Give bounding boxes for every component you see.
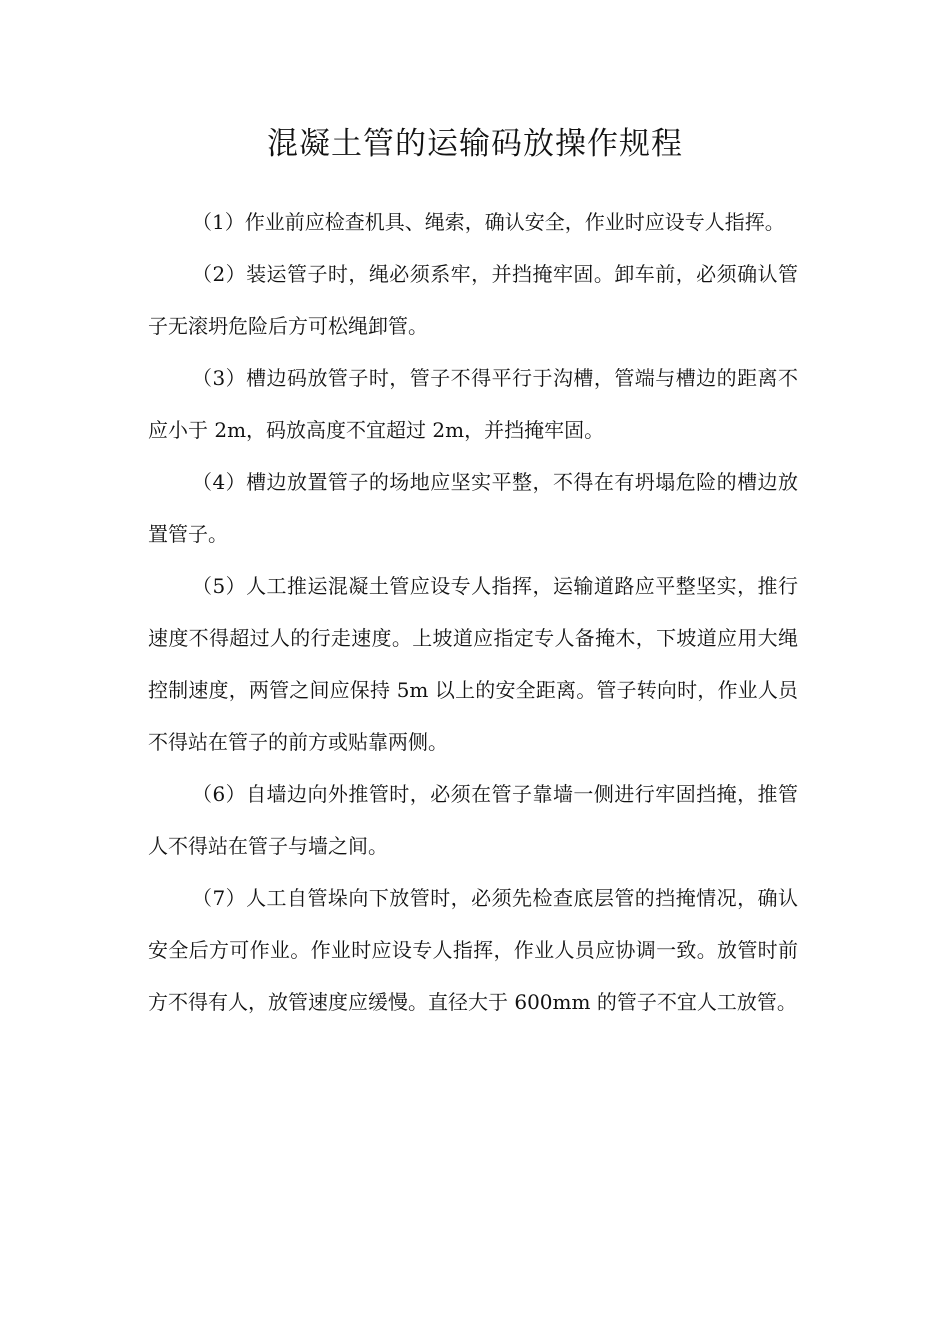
paragraph-3: （3）槽边码放管子时，管子不得平行于沟槽，管端与槽边的距离不应小于 2m，码放高度不宜超过 2m，并挡掩牢固。: [148, 366, 798, 442]
paragraph-2: （2）装运管子时，绳必须系牢，并挡掩牢固。卸车前，必须确认管子无滚坍危险后方可松绳卸管。: [148, 262, 798, 338]
paragraph-4: （4）槽边放置管子的场地应坚实平整，不得在有坍塌危险的槽边放置管子。: [148, 470, 798, 546]
paragraph-5: （5）人工推运混凝土管应设专人指挥，运输道路应平整坚实，推行速度不得超过人的行走速度。上坡道应指定专人备掩木，下坡道应用大绳控制速度，两管之间应保持 5m 以上的安全距离。管子转向时，作业人员不得站在管子的前方或贴靠两侧。: [148, 574, 798, 754]
paragraph-6: （6）自墙边向外推管时，必须在管子靠墙一侧进行牢固挡掩，推管人不得站在管子与墙之间。: [148, 782, 798, 858]
document-title: 混凝土管的运输码放操作规程: [267, 126, 683, 162]
document-body: [148, 196, 798, 1028]
paragraph-1: （1）作业前应检查机具、绳索，确认安全，作业时应设专人指挥。: [192, 210, 785, 234]
paragraph-7: （7）人工自管垛向下放管时，必须先检查底层管的挡掩情况，确认安全后方可作业。作业时应设专人指挥，作业人员应协调一致。放管时前方不得有人，放管速度应缓慢。直径大于 600mm 的管子不宜人工放管。: [148, 886, 798, 1014]
